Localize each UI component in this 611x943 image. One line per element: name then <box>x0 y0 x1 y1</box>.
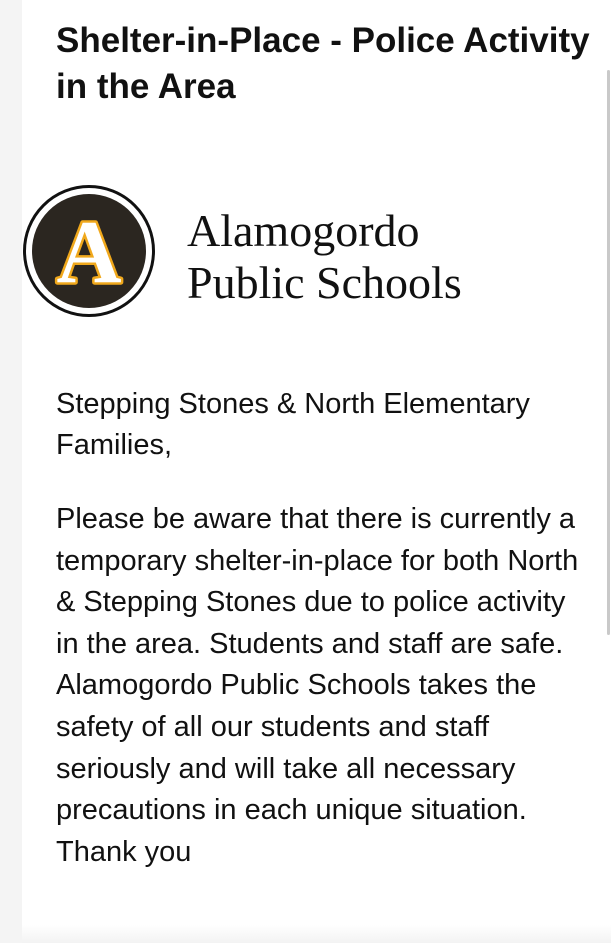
organization-name-line2: Public Schools <box>187 257 462 308</box>
greeting-text: Stepping Stones & North Elementary Families, <box>56 388 530 461</box>
vertical-scrollbar[interactable] <box>607 70 610 635</box>
organization-name-line1: Alamogordo <box>187 205 420 256</box>
school-letter-a-logo <box>23 185 155 317</box>
message-body: Please be aware that there is currently a temporary shelter-in-place for both North & Stepping Stones due to police activity in the area. Students and staff are safe. Alamogordo Public Schools takes the safety of all our students and staff seriously and will take all necessary precautions in each unique situation. Thank you <box>56 503 579 868</box>
logo-letter: A <box>56 203 122 302</box>
page-bottom-edge <box>22 925 611 943</box>
page-title: Shelter-in-Place - Police Activity in the Area <box>56 21 590 106</box>
organization-name <box>187 205 462 309</box>
